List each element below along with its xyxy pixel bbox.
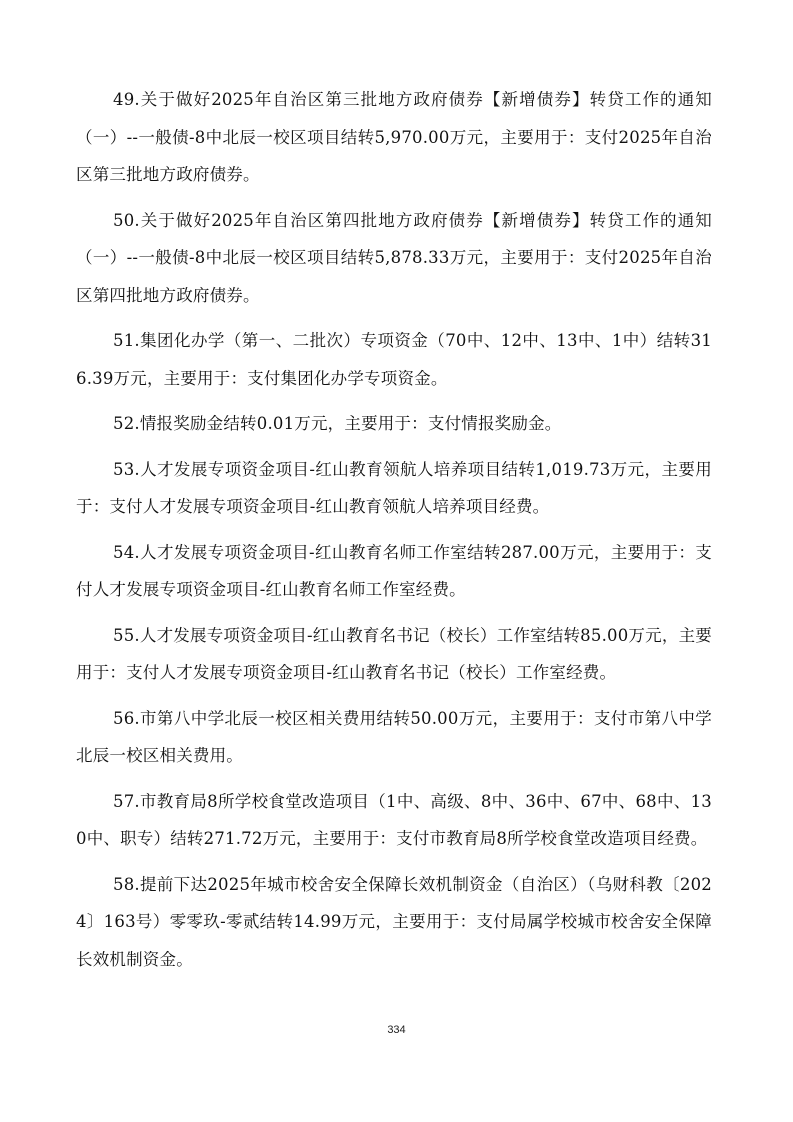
- page-number: 334: [387, 1024, 406, 1036]
- paragraph-item-52: 52.情报奖励金结转0.01万元，主要用于：支付情报奖励金。: [113, 414, 562, 433]
- body-text: [76, 81, 712, 986]
- paragraph-item-53: 53.人才发展专项资金项目-红山教育领航人培养项目结转1,019.73万元，主要用于：支付人才发展专项资金项目-红山教育领航人培养项目经费。: [76, 459, 712, 516]
- paragraph-item-51: 51.集团化办学（第一、二批次）专项资金（70中、12中、13中、1中）结转316.39万元，主要用于：支付集团化办学专项资金。: [76, 331, 712, 388]
- paragraph-item-49: 49.关于做好2025年自治区第三批地方政府债券【新增债券】转贷工作的通知（一）--一般债-8中北辰一校区项目结转5,970.00万元，主要用于：支付2025年自治区第三批地方政府债券。: [76, 90, 712, 184]
- paragraph-item-58: 58.提前下达2025年城市校舍安全保障长效机制资金（自治区）（乌财科教〔2024〕163号）零零玖-零贰结转14.99万元，主要用于：支付局属学校城市校舍安全保障长效机制资金。: [76, 874, 712, 969]
- paragraph-item-57: 57.市教育局8所学校食堂改造项目（1中、高级、8中、36中、67中、68中、130中、职专）结转271.72万元，主要用于：支付市教育局8所学校食堂改造项目经费。: [76, 791, 712, 848]
- paragraph-item-55: 55.人才发展专项资金项目-红山教育名书记（校长）工作室结转85.00万元，主要用于：支付人才发展专项资金项目-红山教育名书记（校长）工作室经费。: [76, 625, 712, 682]
- paragraph-item-54: 54.人才发展专项资金项目-红山教育名师工作室结转287.00万元，主要用于：支付人才发展专项资金项目-红山教育名师工作室经费。: [76, 542, 712, 599]
- paragraph-item-56: 56.市第八中学北辰一校区相关费用结转50.00万元，主要用于：支付市第八中学北辰一校区相关费用。: [76, 708, 712, 765]
- paragraph-item-50: 50.关于做好2025年自治区第四批地方政府债券【新增债券】转贷工作的通知（一）--一般债-8中北辰一校区项目结转5,878.33万元，主要用于：支付2025年自治区第四批地方政府债券。: [76, 210, 712, 305]
